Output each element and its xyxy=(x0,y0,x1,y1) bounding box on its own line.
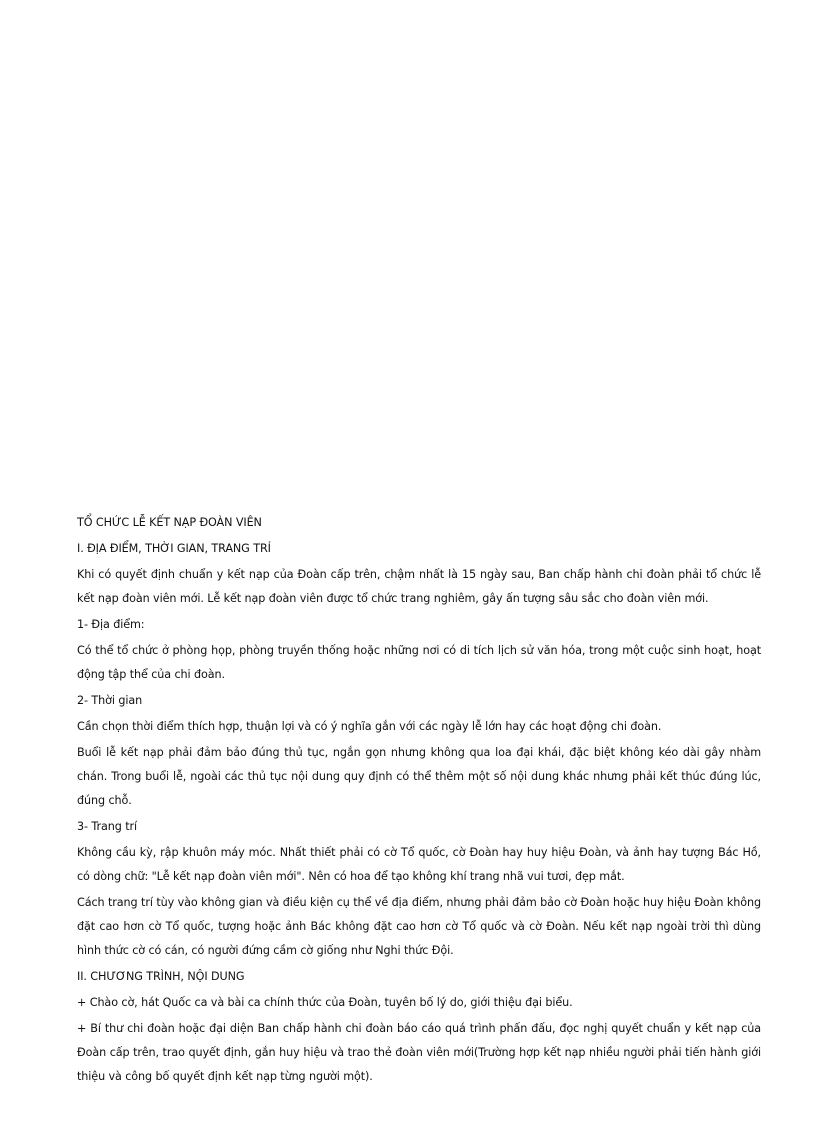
section-1-heading: I. ĐỊA ĐIỂM, THỜI GIAN, TRANG TRÍ xyxy=(77,542,271,555)
time-paragraph-2: Buổi lễ kết nạp phải đảm bảo đúng thủ tục, ngắn gọn nhưng không qua loa đại khái, đặc biệt không kéo dài gây nhàm chán. Trong buổi lễ, ngoài các thủ tục nội dung quy định có thể thêm một số nội dung khác nhưng phải kết thúc đúng lúc, đúng chỗ. xyxy=(77,746,761,807)
section-2-heading: II. CHƯƠNG TRÌNH, NỘI DUNG xyxy=(77,970,245,983)
document-title: TỔ CHỨC LỄ KẾT NẠP ĐOÀN VIÊN xyxy=(77,516,262,529)
location-heading: 1- Địa điểm: xyxy=(77,618,145,631)
time-heading: 2- Thời gian xyxy=(77,694,143,707)
decor-paragraph-2: Cách trang trí tùy vào không gian và điều kiện cụ thể về địa điểm, nhưng phải đảm bảo cờ Đoàn hoặc huy hiệu Đoàn không đặt cao hơn cờ Tổ quốc, tượng hoặc ảnh Bác không đặt cao hơn cờ Tổ quốc và cờ Đoàn. Nếu kết nạp ngoài trời thì dùng hình thức cờ có cán, có người đứng cầm cờ giống như Nghi thức Đội. xyxy=(77,896,761,957)
program-item-1: + Chào cờ, hát Quốc ca và bài ca chính thức của Đoàn, tuyên bố lý do, giới thiệu đại biểu. xyxy=(77,996,573,1009)
intro-paragraph: Khi có quyết định chuẩn y kết nạp của Đoàn cấp trên, chậm nhất là 15 ngày sau, Ban chấp hành chi đoàn phải tổ chức lễ kết nạp đoàn viên mới. Lễ kết nạp đoàn viên được tổ chức trang nghiêm, gây ấn tượng sâu sắc cho đoàn viên mới. xyxy=(77,568,761,605)
location-paragraph: Có thể tổ chức ở phòng họp, phòng truyền thống hoặc những nơi có di tích lịch sử văn hóa, trong một cuộc sinh hoạt, hoạt động tập thể của chi đoàn. xyxy=(77,644,761,681)
decor-heading: 3- Trang trí xyxy=(77,820,137,833)
program-item-2: + Bí thư chi đoàn hoặc đại diện Ban chấp hành chi đoàn báo cáo quá trình phấn đấu, đọc nghị quyết chuẩn y kết nạp của Đoàn cấp trên, trao quyết định, gắn huy hiệu và trao thẻ đoàn viên mới(Trường hợp kết nạp nhiều người phải tiến hành giới thiệu và công bố quyết định kết nạp từng người một). xyxy=(77,1022,761,1083)
time-paragraph-1: Cần chọn thời điểm thích hợp, thuận lợi và có ý nghĩa gắn với các ngày lễ lớn hay các hoạt động chi đoàn. xyxy=(77,720,662,733)
decor-paragraph-1: Không cầu kỳ, rập khuôn máy móc. Nhất thiết phải có cờ Tổ quốc, cờ Đoàn hay huy hiệu Đoàn, và ảnh hay tượng Bác Hồ, có dòng chữ: "Lễ kết nạp đoàn viên mới". Nên có hoa để tạo không khí trang nhã vui tươi, đẹp mắt. xyxy=(77,846,761,883)
document-body xyxy=(77,511,761,1091)
